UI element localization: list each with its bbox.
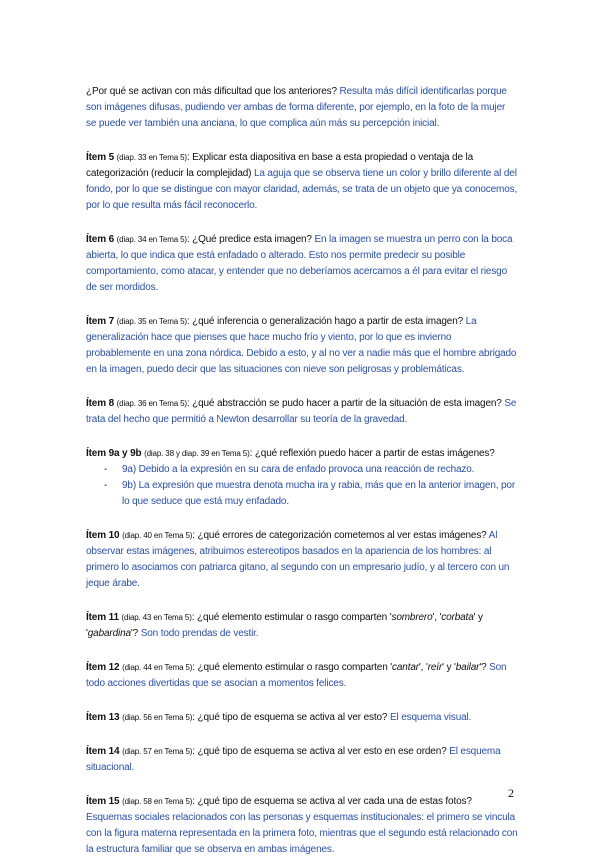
item-ref: (diap. 58 en Tema 5)	[122, 797, 193, 806]
item-12	[86, 660, 518, 692]
item-ref: (diap. 35 en Tema 5)	[116, 317, 187, 326]
page-number: 2	[508, 786, 514, 800]
item-answer: En la imagen se muestra un perro con la boca abierta, lo que indica que está enfadado o alterado. Esto nos permite predecir su posible comportamiento, como atacar, y entender que no deberíamos acercarnos a él para evitar el riesgo de ser mordidos.	[86, 234, 513, 293]
item-title: Ítem 9a y 9b	[86, 448, 142, 459]
item-title: Ítem 6	[86, 234, 115, 245]
item-ref: (diap. 56 en Tema 5)	[122, 713, 193, 722]
item-14	[86, 744, 518, 776]
list-item: - 9a) Debido a la expresión en su cara de enfado provoca una reacción de rechazo.	[104, 464, 475, 475]
item-title: Ítem 12	[86, 662, 120, 673]
item-title: Ítem 7	[86, 316, 115, 327]
item-title: Ítem 10	[86, 530, 120, 541]
item-answer: Son todo acciones divertidas que se asocian a momentos felices.	[86, 662, 507, 689]
item-question: : ¿qué abstracción se pudo hacer a partir de la situación de esta imagen?	[186, 398, 502, 409]
item-answer: El esquema situacional.	[86, 746, 501, 773]
item-title: Ítem 5	[86, 152, 115, 163]
intro-question: ¿Por qué se activan con más dificultad que los anteriores?	[86, 86, 337, 97]
item-title: Ítem 13	[86, 712, 120, 723]
item-question: : ¿qué tipo de esquema se activa al ver esto en ese orden?	[192, 746, 447, 757]
item-question: : ¿qué elemento estimular o rasgo comparten 'cantar', 'reír' y 'bailar'?	[192, 662, 487, 673]
item-10	[86, 528, 518, 592]
item-11	[86, 610, 518, 642]
item-9-heading	[86, 446, 518, 462]
item-title: Ítem 15	[86, 796, 120, 807]
item-answer: La generalización hace que pienses que hace mucho frío y viento, por lo que es invierno probablemente en una zona nórdica. Debido a esto, y al no ver a nadie más que el hombre abrigado en la imagen, puedo decir que las situaciones con nieve son peligrosas y problemáticas.	[86, 316, 517, 375]
intro-answer: Resulta más difícil identificarlas porque son imágenes difusas, pudiendo ver ambas de forma diferente, por ejemplo, en la foto de la mujer se puede ver también una anciana, lo que complica aún más su percepción inicial.	[86, 86, 507, 129]
item-title: Ítem 8	[86, 398, 115, 409]
item-7	[86, 314, 518, 378]
item-question: : ¿qué tipo de esquema se activa al ver esto?	[192, 712, 388, 723]
item-ref: (diap. 36 en Tema 5)	[116, 399, 187, 408]
item-13	[86, 710, 518, 726]
item-8	[86, 396, 518, 428]
intro-paragraph	[86, 84, 518, 132]
item-question: : ¿Qué predice esta imagen?	[186, 234, 312, 245]
item-question: : ¿qué tipo de esquema se activa al ver cada una de estas fotos?	[192, 796, 472, 807]
item-answer: El esquema visual.	[389, 712, 472, 723]
item-answer: Se trata del hecho que permitió a Newton desarrollar su teoría de la gravedad.	[86, 398, 517, 425]
item-ref: (diap. 38 y diap. 39 en Tema 5)	[144, 449, 250, 458]
item-answer: La aguja que se observa tiene un color y brillo diferente al del fondo, por lo que se distingue con mayor claridad, además, se trata de un objeto que ya conocemos, por lo que resulta más fácil reconocerlo.	[86, 168, 518, 211]
item-ref: (diap. 57 en Tema 5)	[122, 747, 193, 756]
item-6	[86, 232, 518, 296]
item-ref: (diap. 43 en Tema 5)	[121, 613, 192, 622]
item-question: : Explicar esta diapositiva en base a esta propiedad o ventaja de la categorización (reducir la complejidad)	[86, 152, 473, 179]
item-15	[86, 794, 518, 858]
item-question: : ¿qué errores de categorización cometemos al ver estas imágenes?	[192, 530, 487, 541]
item-5	[86, 150, 518, 214]
item-title: Ítem 14	[86, 746, 120, 757]
item-answer: Esquemas sociales relacionados con las personas y esquemas institucionales: el primero se vincula con la figura materna representada en la primera foto, mientras que el segundo está relacionado con la estructura familiar que se observa en ambas imágenes.	[86, 812, 518, 855]
item-question: : ¿qué inferencia o generalización hago a partir de esta imagen?	[186, 316, 464, 327]
item-answer: Son todo prendas de vestir.	[140, 628, 259, 639]
list-item: - 9b) La expresión que muestra denota mucha ira y rabia, más que en la anterior imagen, por lo que seduce que está muy enfadado.	[104, 480, 515, 507]
item-ref: (diap. 34 en Tema 5)	[116, 235, 187, 244]
item-ref: (diap. 33 en Tema 5)	[116, 153, 187, 162]
document-body	[86, 84, 518, 858]
item-ref: (diap. 40 en Tema 5)	[122, 531, 193, 540]
item-ref: (diap. 44 en Tema 5)	[122, 663, 193, 672]
item-question: : ¿qué elemento estimular o rasgo comparten 'sombrero', 'corbata' y 'gabardina'?	[86, 612, 483, 639]
item-question: : ¿qué reflexión puedo hacer a partir de estas imágenes?	[249, 448, 495, 459]
item-title: Ítem 11	[86, 612, 119, 623]
item-answer: Al observar estas imágenes, atribuimos estereotipos basados en la apariencia de los hombres: al primero lo asociamos con patriarca gitano, al segundo con un empresario judío, y al tercero con un jeque árabe.	[86, 530, 510, 589]
item-9-bullet-list	[86, 462, 518, 510]
item-9	[86, 446, 518, 510]
